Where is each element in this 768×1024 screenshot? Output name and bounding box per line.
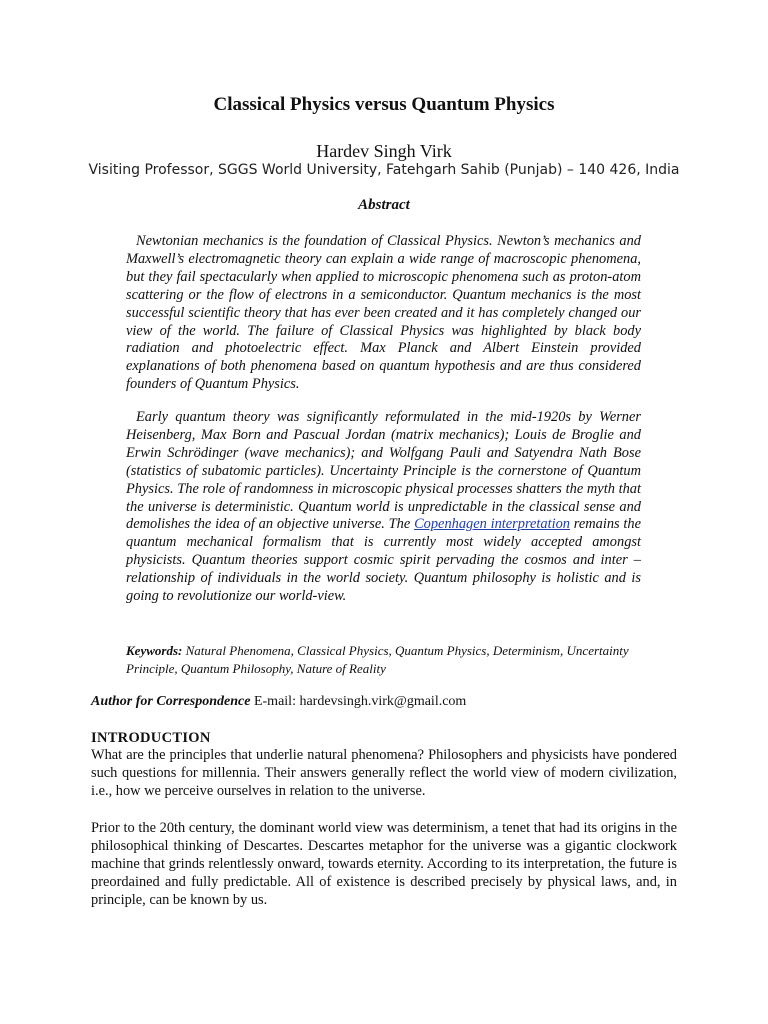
paper-title: Classical Physics versus Quantum Physics [213, 94, 555, 115]
correspondence-line [91, 694, 691, 710]
abstract-paragraph-2-text-a: Early quantum theory was significantly reformulated in the mid-1920s by Werner Heisenberg, Max Born and Pascual Jordan (matrix mechanics); Louis de Broglie and Erwin Schrödinger (wave mechanics); and Wolfgang Pauli and Satyendra Nath Bose (statistics of subatomic particles). Uncertainty Principle is the cornerstone of Quantum Physics. The role of randomness in microscopic physical processes shatters the myth that the universe is deterministic. Quantum world is unpredictable in the classical sense and demolishes the idea of an objective universe. The [126, 409, 641, 533]
abstract-paragraph-2-text-b: remains the quantum mechanical formalism that is currently most widely accepted amongst physicists. Quantum theories support cosmic spirit pervading the cosmos and inter – relationship of individuals in the world society. Quantum philosophy is holistic and is going to revolutionize our world-view. [126, 516, 641, 605]
keywords-list: Natural Phenomena, Classical Physics, Quantum Physics, Determinism, Uncertainty Principle, Quantum Philosophy, Nature of Reality [126, 643, 629, 676]
correspondence-email: E-mail: hardevsingh.virk@gmail.com [253, 694, 467, 709]
introduction-paragraph-2: Prior to the 20th century, the dominant world view was determinism, a tenet that had its origins in the philosophical thinking of Descartes. Descartes metaphor for the universe was a gigantic clockwork machine that grinds relentlessly onward, towards eternity. According to its interpretation, the future is preordained and fully predictable. All of existence is described precisely by physical laws, and, in principle, can be known by us. [91, 820, 677, 908]
abstract-paragraph-1 [126, 233, 641, 394]
abstract-paragraph-1-text: Newtonian mechanics is the foundation of Classical Physics. Newton’s mechanics and Maxwell’s electromagnetic theory can explain a wide range of macroscopic phenomena, but they fail spectacularly when applied to microscopic phenomena such as proton-atom scattering or the flow of electrons in a semiconductor. Quantum mechanics is the most successful scientific theory that has ever been created and it has completely changed our view of the world. The failure of Classical Physics was highlighted by black body radiation and photoelectric effect. Max Planck and Albert Einstein provided explanations of both phenomena based on quantum hypothesis and are thus considered founders of Quantum Physics. [126, 233, 641, 393]
keywords-label: Keywords: [126, 643, 183, 658]
keywords-line [126, 642, 656, 677]
correspondence-label: Author for Correspondence [91, 694, 251, 709]
introduction-paragraph-1: What are the principles that underlie natural phenomena? Philosophers and physicists have pondered such questions for millennia. Their answers generally reflect the world view of modern civilization, i.e., how we perceive ourselves in relation to the universe. [91, 747, 677, 799]
author-name: Hardev Singh Virk [316, 141, 452, 161]
abstract-paragraph-2 [126, 409, 641, 606]
copenhagen-interpretation-link[interactable]: Copenhagen interpretation [414, 516, 570, 533]
introduction-heading: INTRODUCTION [91, 730, 211, 746]
abstract-heading: Abstract [358, 197, 410, 213]
author-affiliation: Visiting Professor, SGGS World University, Fatehgarh Sahib (Punjab) – 140 426, India [88, 162, 680, 178]
